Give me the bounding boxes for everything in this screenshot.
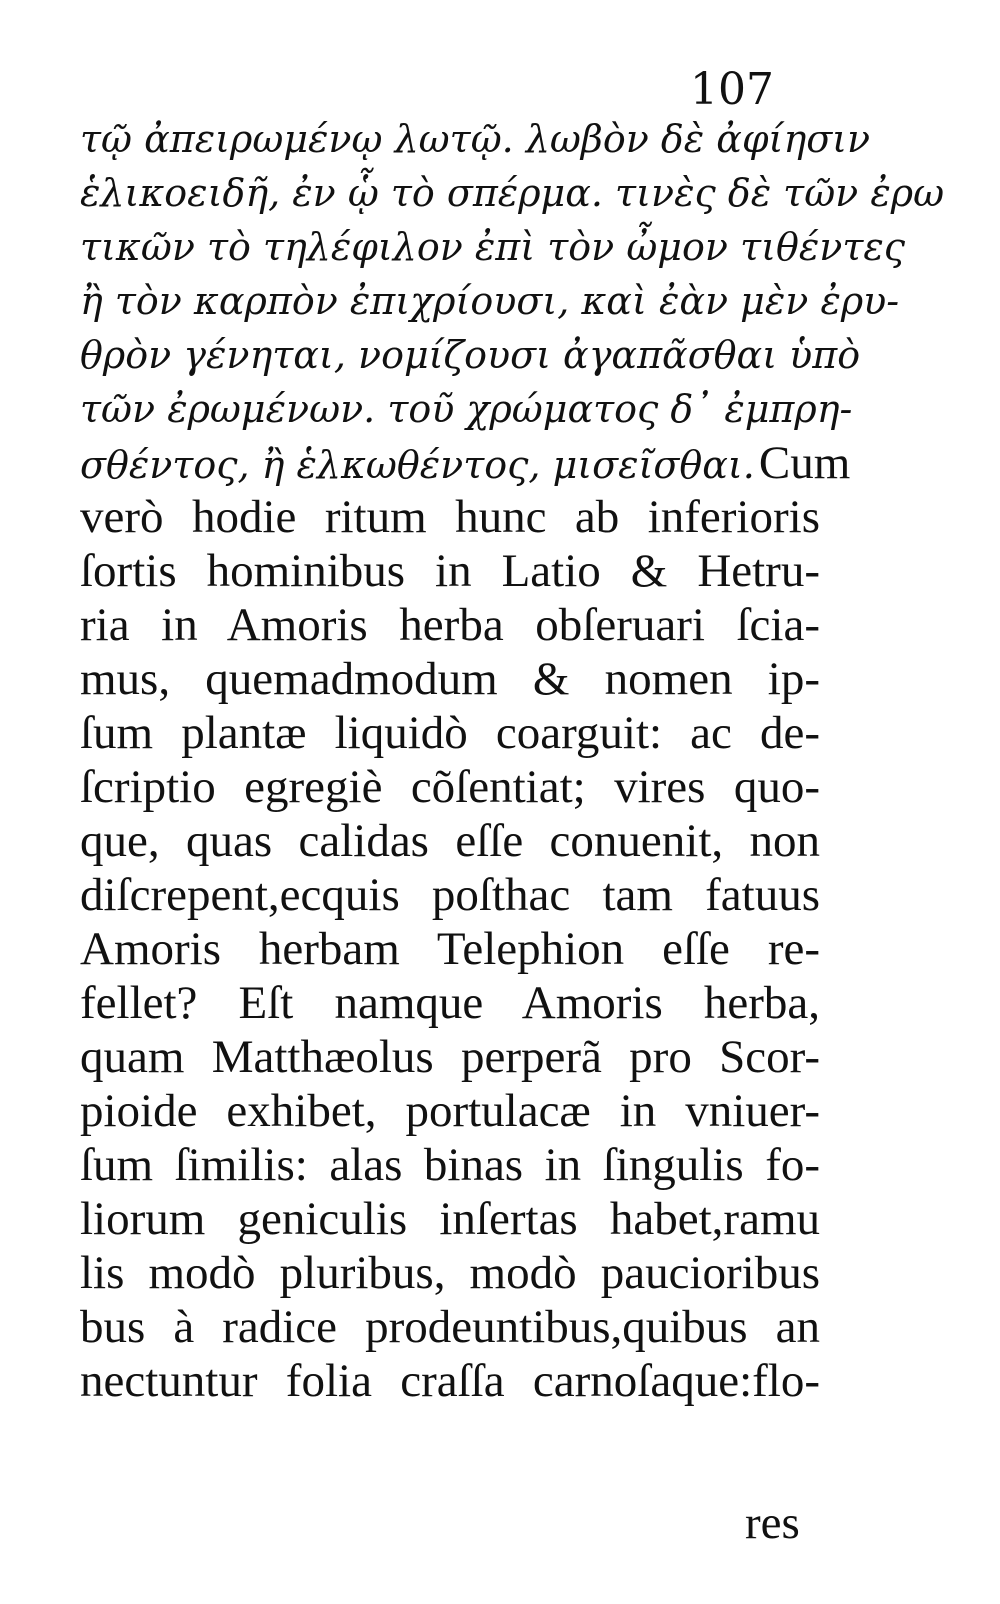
latin-line: Amoris herbam Telephion eſſe re- [80,923,820,975]
latin-line: fellet? Eſt namque Amoris herba, [80,977,820,1029]
latin-line: ſortis hominibus in Latio & Hetru- [80,545,820,597]
latin-line: bus à radice prodeuntibus,quibus an [80,1301,820,1353]
mixed-line [80,436,851,490]
latin-line: nectuntur folia craſſa carnoſaque:flo- [80,1355,820,1407]
text-block [80,112,945,1408]
latin-line: ria in Amoris herba obſeruari ſcia- [80,599,820,651]
greek-line: τικῶν τὸ τηλέφιλον ἐπὶ τὸν ὦμον τιθέντες [80,225,906,269]
latin-line: mus, quemadmodum & nomen ip- [80,653,820,705]
greek-line: τῷ ἀπειρωμένῳ λωτῷ. λωβὸν δὲ ἀφίησιν [80,117,871,161]
greek-line: ἑλικοειδῆ, ἐν ᾧ τὸ σπέρμα. τινὲς δὲ τῶν ἐρω [80,171,945,215]
latin-line: liorum geniculis inſertas habet,ramu [80,1193,820,1245]
latin-line: quam Matthæolus perperã pro Scor- [80,1031,820,1083]
mixed-line-latin: Cum [758,437,851,489]
greek-line: τῶν ἐρωμένων. τοῦ χρώματος δ᾽ ἐμπρη- [80,387,853,431]
mixed-line-greek: σθέντος, ἢ ἑλκωθέντος, μισεῖσθαι. [80,443,755,487]
latin-line: pioide exhibet, portulacæ in vniuer- [80,1085,820,1137]
latin-line: verò hodie ritum hunc ab inferioris [80,491,820,543]
greek-line: ἢ τὸν καρπὸν ἐπιχρίουσι, καὶ ἐὰν μὲν ἐρυ- [80,279,900,323]
latin-line: que, quas calidas eſſe conuenit, non [80,815,820,867]
page-number: 107 [690,64,774,115]
greek-line: θρὸν γένηται, νομίζουσι ἀγαπᾶσθαι ὑπὸ [80,333,861,377]
latin-line: lis modò pluribus, modò paucioribus [80,1247,820,1299]
latin-line: diſcrepent,ecquis poſthac tam fatuus [80,869,820,921]
catchword: res [745,1497,800,1549]
latin-line: ſcriptio egregiè cõſentiat; vires quo- [80,761,820,813]
latin-line: ſum plantæ liquidò coarguit: ac de- [80,707,820,759]
latin-line: ſum ſimilis: alas binas in ſingulis fo- [80,1139,820,1191]
